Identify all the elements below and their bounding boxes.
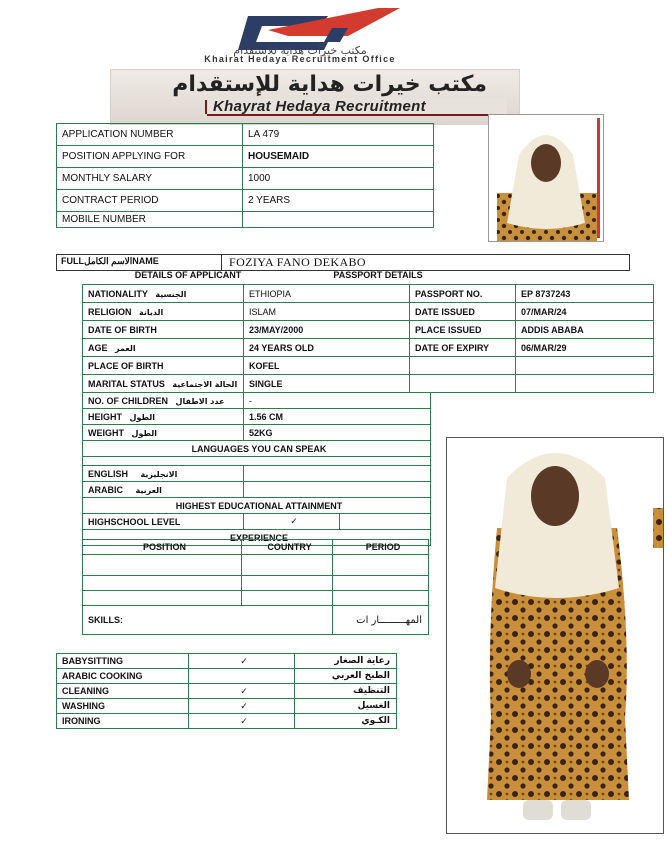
table-row [83,425,431,441]
table-row [83,321,654,339]
full-name-value: FOZIYA FANO DEKABO [229,255,366,269]
logo-arabic-text: مكتب خيرات هداية للاستقدام [233,44,367,57]
skill-check-icon [189,669,295,684]
detail-value: ETHIOPIA [244,285,410,303]
logo-english-text: Khairat Hedaya Recruitment Office [204,54,396,64]
passport-value: 06/MAR/29 [516,339,654,357]
empty-cell [83,591,242,606]
table-row [57,654,397,669]
education-level: HIGHSCHOOL LEVEL [83,514,244,530]
field-label: POSITION APPLYING FOR [57,146,243,168]
table-row [83,457,431,466]
experience-col-country: COUNTRY [242,540,333,555]
table-row [57,699,397,714]
field-value: 2 YEARS [243,190,434,212]
skills-label: SKILLS: [83,606,333,635]
field-label: MOBILE NUMBER [57,212,243,228]
table-row [57,146,434,168]
detail-value: - [244,393,431,409]
empty-cell [83,576,242,591]
skill-name-arabic: الغسيل [295,699,397,714]
details-table [82,284,654,393]
skill-name-arabic: الكـوي [295,714,397,729]
field-value: 1000 [243,168,434,190]
table-row [83,555,429,576]
table-row [57,190,434,212]
detail-value: KOFEL [244,357,410,375]
table-row [83,409,431,425]
skill-name-arabic: الطبخ العربي [295,669,397,684]
skill-name: CLEANING [57,684,189,699]
passport-details-heading: PASSPORT DETAILS [333,270,423,280]
table-row [83,441,431,457]
empty-cell [83,457,431,466]
table-row [83,482,431,498]
language-label: ENGLISH الانجليزية [83,466,244,482]
empty-cell [333,576,429,591]
table-row [57,168,434,190]
passport-label: PLACE ISSUED [410,321,516,339]
experience-col-position: POSITION [83,540,242,555]
experience-heading: EXPERIENCE [83,530,431,546]
skill-name-arabic: رعاية الصغار [295,654,397,669]
field-value [243,212,434,228]
detail-label: RELIGION الديانة [83,303,244,321]
table-row [57,212,434,228]
empty-cell [410,357,516,375]
detail-value: SINGLE [244,375,410,393]
experience-table [82,539,429,635]
details-of-applicant-heading: DETAILS OF APPLICANT [134,270,242,280]
office-banner [110,69,520,125]
education-check-icon: ✓ [244,514,340,530]
table-row [83,393,431,409]
banner-arabic-title: مكتب خيرات هداية للإستقدام [172,72,487,97]
divider [221,255,222,270]
skill-check-icon: ✓ [189,684,295,699]
detail-label: AGE العمر [83,339,244,357]
detail-label: DATE OF BIRTH [83,321,244,339]
table-row [83,303,654,321]
detail-label: HEIGHT الطول [83,409,244,425]
table-row [83,498,431,514]
skills-table [56,653,397,729]
passport-value: EP 8737243 [516,285,654,303]
empty-cell [410,375,516,393]
table-row [83,591,429,606]
table-row [83,285,654,303]
table-row [83,606,429,635]
skill-check-icon: ✓ [189,654,295,669]
language-label: ARABIC العربية [83,482,244,498]
passport-label: DATE OF EXPIRY [410,339,516,357]
language-level [244,482,431,498]
table-row [57,669,397,684]
table-row [83,540,429,555]
skill-name-arabic: التنظيف [295,684,397,699]
table-row [57,124,434,146]
empty-cell [242,576,333,591]
field-value: LA 479 [243,124,434,146]
skill-name: ARABIC COOKING [57,669,189,684]
education-heading: HIGHEST EDUCATIONAL ATTAINMENT [83,498,431,514]
detail-value: 1.56 CM [244,409,431,425]
attributes-table [82,392,431,546]
field-label: APPLICATION NUMBER [57,124,243,146]
language-level [244,466,431,482]
empty-cell [83,555,242,576]
field-label: CONTRACT PERIOD [57,190,243,212]
empty-cell [516,357,654,375]
empty-cell [333,591,429,606]
applicant-full-body-photo [446,437,664,834]
detail-label: WEIGHT الطول [83,425,244,441]
full-name-row [56,254,630,271]
empty-cell [242,555,333,576]
skill-name: BABYSITTING [57,654,189,669]
table-row [83,375,654,393]
detail-label: MARITAL STATUS الحالة الاجتماعية [83,375,244,393]
skills-label-arabic: المهـــــــــار ات [333,606,429,635]
detail-label: NATIONALITY الجنسية [83,285,244,303]
detail-value: 52KG [244,425,431,441]
field-label: MONTHLY SALARY [57,168,243,190]
photo-frame-accent [597,118,600,238]
applicant-portrait-photo [488,114,604,242]
table-row [83,339,654,357]
experience-col-period: PERIOD [333,540,429,555]
passport-value: 07/MAR/24 [516,303,654,321]
table-row [57,714,397,729]
empty-cell [333,555,429,576]
portrait-icon [489,115,603,241]
detail-value: ISLAM [244,303,410,321]
banner-english-title: Khayrat Hedaya Recruitment [207,98,507,116]
detail-value: 24 YEARS OLD [244,339,410,357]
application-table [56,123,434,228]
passport-label: PASSPORT NO. [410,285,516,303]
table-row [83,514,431,530]
detail-label: PLACE OF BIRTH [83,357,244,375]
skill-name: IRONING [57,714,189,729]
languages-heading: LANGUAGES YOU CAN SPEAK [83,441,431,457]
table-row [83,357,654,375]
full-body-photo-icon [447,438,663,833]
skill-name: WASHING [57,699,189,714]
passport-value: ADDIS ABABA [516,321,654,339]
full-name-label: FULLالاسم الكاملNAME [61,256,159,266]
skill-check-icon: ✓ [189,699,295,714]
field-value: HOUSEMAID [243,146,434,168]
passport-label: DATE ISSUED [410,303,516,321]
table-row [83,466,431,482]
empty-cell [340,514,431,530]
table-row [83,576,429,591]
empty-cell [242,591,333,606]
detail-label: NO. OF CHILDREN عدد الاطفال [83,393,244,409]
detail-value: 23/MAY/2000 [244,321,410,339]
table-row [57,684,397,699]
skill-check-icon: ✓ [189,714,295,729]
empty-cell [516,375,654,393]
